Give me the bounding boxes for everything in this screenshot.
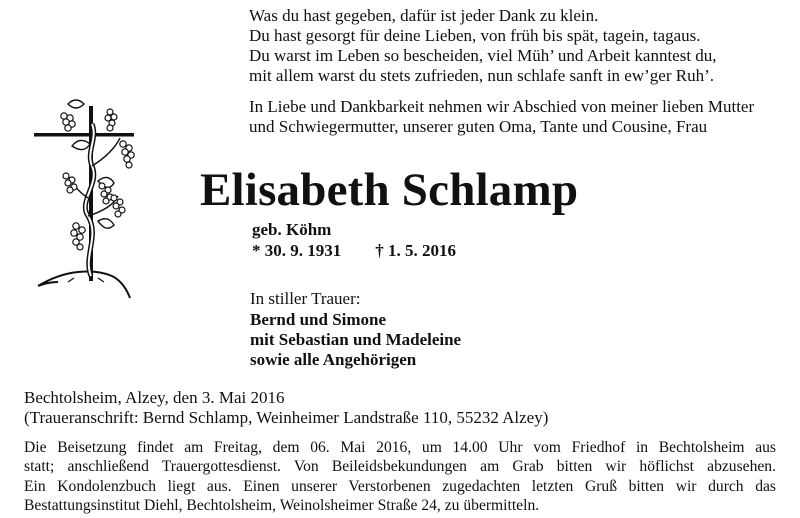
- poem-line: Du warst im Leben so bescheiden, viel Müh’ und Arbeit kanntest du,: [249, 46, 717, 65]
- birth-date: * 30. 9. 1931: [252, 241, 342, 260]
- life-dates: [252, 241, 456, 261]
- mourner-line: Bernd und Simone: [250, 310, 387, 329]
- cross-with-grapevine-icon: [28, 86, 140, 306]
- poem-line: mit allem warst du stets zufrieden, nun schlafe sanft in ew’ger Ruh’.: [249, 66, 715, 85]
- notice-line: Ein Kondolenzbuch liegt aus. Einen unserer Verstorbenen zugedachten letzten Gruß bitten wir durch das: [24, 477, 776, 495]
- funeral-notice: [24, 438, 776, 516]
- notice-line: statt; anschließend Trauergottesdienst. Von Beileidsbekundungen am Grab bitten wir höflichst abzusehen.: [24, 458, 776, 476]
- intro-line: In Liebe und Dankbarkeit nehmen wir Abschied von meiner lieben Mutter: [249, 97, 755, 116]
- poem-line: Du hast gesorgt für deine Lieben, von früh bis spät, tagein, tagaus.: [249, 26, 701, 45]
- death-date: † 1. 5. 2016: [375, 241, 456, 260]
- mourning-address: (Traueranschrift: Bernd Schlamp, Weinheimer Landstraße 110, 55232 Alzey): [24, 408, 549, 427]
- mourners-list: [250, 310, 461, 370]
- mourner-line: mit Sebastian und Madeleine: [250, 330, 462, 349]
- poem-line: Was du hast gegeben, dafür ist jeder Dank zu klein.: [249, 6, 599, 25]
- deceased-name: Elisabeth Schlamp: [200, 164, 579, 216]
- poem-block: [249, 6, 717, 86]
- intro-line: und Schwiegermutter, unserer guten Oma, Tante und Cousine, Frau: [249, 117, 708, 136]
- birth-name: geb. Köhm: [252, 220, 332, 239]
- notice-line: Bestattungsinstitut Diehl, Bechtolsheim, Weinolsheimer Straße 24, zu übermitteln.: [24, 497, 540, 515]
- intro-block: [249, 97, 754, 137]
- mourner-line: sowie alle Angehörigen: [250, 350, 417, 369]
- notice-line: Die Beisetzung findet am Freitag, dem 06. Mai 2016, um 14.00 Uhr vom Friedhof in Bechtolsheim aus: [24, 439, 776, 456]
- place-date: Bechtolsheim, Alzey, den 3. Mai 2016: [24, 388, 285, 407]
- mourning-heading: In stiller Trauer:: [250, 289, 361, 308]
